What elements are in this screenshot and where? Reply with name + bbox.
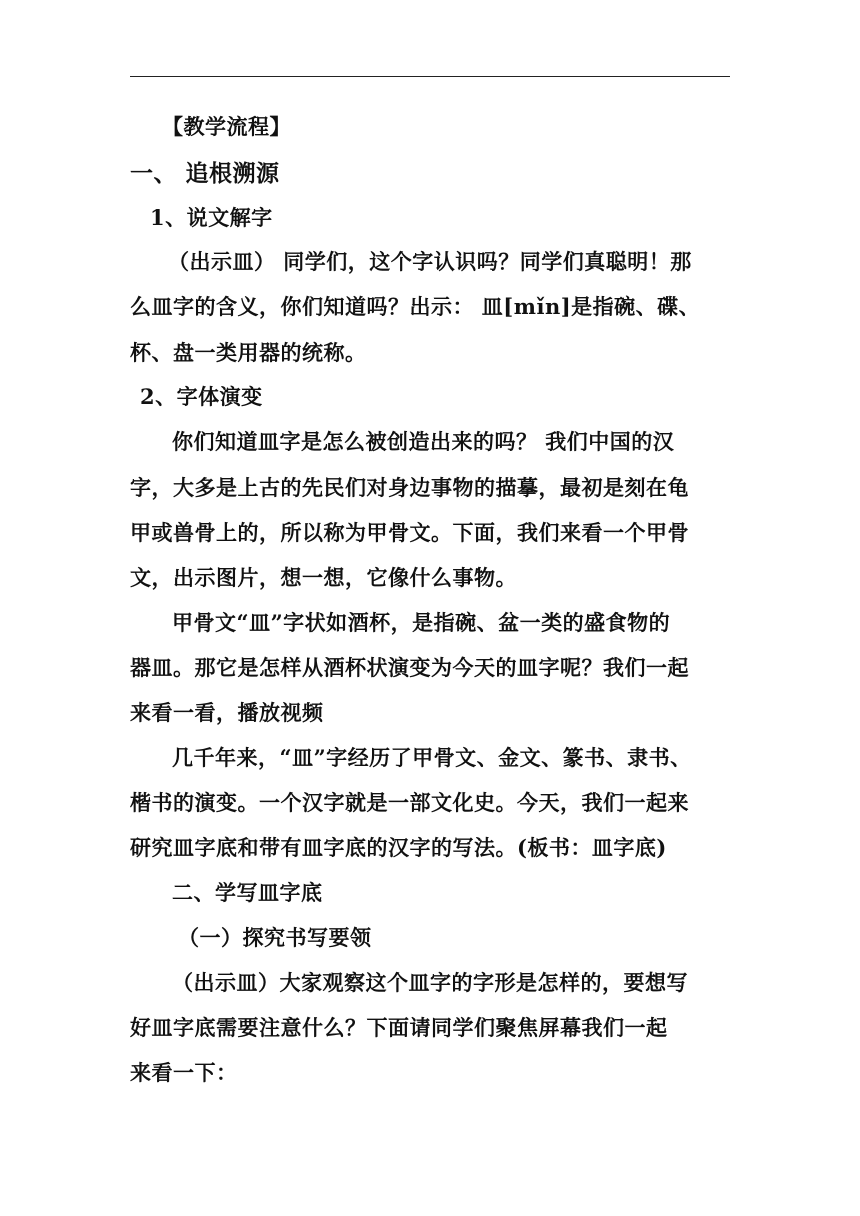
paragraph-line: 研究皿字底和带有皿字底的汉字的写法。(板书：皿字底) bbox=[130, 835, 667, 860]
paragraph-line: 几千年来，“皿”字经历了甲骨文、金文、篆书、隶书、 bbox=[172, 745, 692, 770]
paragraph-line: 器皿。那它是怎样从酒杯状演变为今天的皿字呢？我们一起 bbox=[130, 655, 689, 680]
paragraph-line: 么皿字的含义，你们知道吗？出示： 皿[mǐn]是指碗、碟、 bbox=[130, 294, 701, 319]
header-rule bbox=[130, 76, 730, 77]
paragraph-line: 文，出示图片，想一想，它像什么事物。 bbox=[130, 565, 517, 590]
paragraph-line: （出示皿）大家观察这个皿字的字形是怎样的，要想写 bbox=[172, 970, 688, 995]
paragraph-line: 来看一看，播放视频 bbox=[130, 700, 324, 725]
paragraph-line: 好皿字底需要注意什么？下面请同学们聚焦屏幕我们一起 bbox=[130, 1015, 668, 1040]
section-title: 【教学流程】 bbox=[162, 114, 291, 139]
heading-2: 二、学写皿字底 bbox=[172, 880, 323, 905]
paragraph-line: 字，大多是上古的先民们对身边事物的描摹，最初是刻在龟 bbox=[130, 475, 689, 500]
paragraph-line: 楷书的演变。一个汉字就是一部文化史。今天，我们一起来 bbox=[130, 790, 689, 815]
paragraph-line: 你们知道皿字是怎么被创造出来的吗？ 我们中国的汉 bbox=[172, 429, 675, 454]
paragraph-line: 甲或兽骨上的，所以称为甲骨文。下面，我们来看一个甲骨 bbox=[130, 520, 689, 545]
heading-1: 一、 追根溯源 bbox=[130, 160, 280, 187]
paragraph-line: 来看一下： bbox=[130, 1060, 238, 1085]
subheading-3: （一）探究书写要领 bbox=[178, 925, 372, 950]
paragraph-line: （出示皿） 同学们，这个字认识吗？同学们真聪明！那 bbox=[168, 249, 692, 274]
subheading-2: 2、字体演变 bbox=[140, 384, 263, 409]
paragraph-line: 杯、盘一类用器的统称。 bbox=[130, 340, 367, 365]
paragraph-line: 甲骨文“皿”字状如酒杯，是指碗、盆一类的盛食物的 bbox=[172, 610, 671, 635]
subheading-1: 1、说文解字 bbox=[150, 205, 273, 230]
